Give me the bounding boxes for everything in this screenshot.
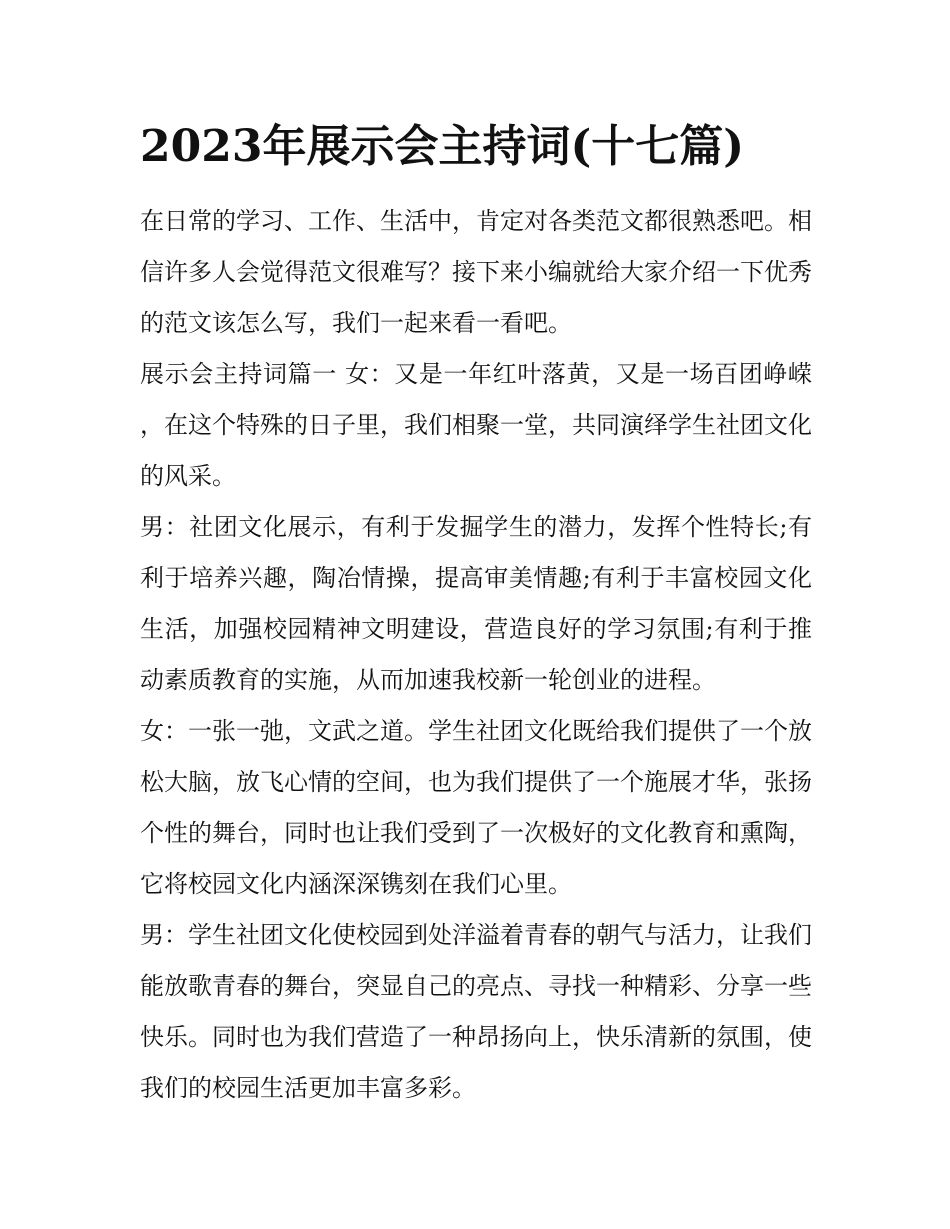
paragraph-host-male-2: 男：学生社团文化使校园到处洋溢着青春的朝气与活力，让我们能放歌青春的舞台，突显自己的亮点、寻找一种精彩、分享一些快乐。同时也为我们营造了一种昂扬向上，快乐清新的氛围，使我们的校园生活更加丰富多彩。 [140, 921, 812, 1102]
paragraph-host-female-2: 女：一张一弛，文武之道。学生社团文化既给我们提供了一个放松大脑，放飞心情的空间，也为我们提供了一个施展才华，张扬个性的舞台，同时也让我们受到了一次极好的文化教育和熏陶，它将校园文化内涵深深镌刻在我们心里。 [140, 717, 812, 898]
paragraph-host-male-1: 男：社团文化展示，有利于发掘学生的潜力，发挥个性特长;有利于培养兴趣，陶冶情操，提高审美情趣;有利于丰富校园文化生活，加强校园精神文明建设，营造良好的学习氛围;有利于推动素质教育的实施，从而加速我校新一轮创业的进程。 [140, 513, 812, 694]
document-body [140, 196, 812, 1114]
paragraph-intro: 在日常的学习、工作、生活中，肯定对各类范文都很熟悉吧。相信许多人会觉得范文很难写？接下来小编就给大家介绍一下优秀的范文该怎么写，我们一起来看一看吧。 [140, 207, 812, 337]
document-title: 2023年展示会主持词(十七篇) [140, 121, 745, 172]
paragraph-host-female-1: 展示会主持词篇一 女：又是一年红叶落黄，又是一场百团峥嵘，在这个特殊的日子里，我们相聚一堂，共同演绎学生社团文化的风采。 [140, 360, 812, 490]
